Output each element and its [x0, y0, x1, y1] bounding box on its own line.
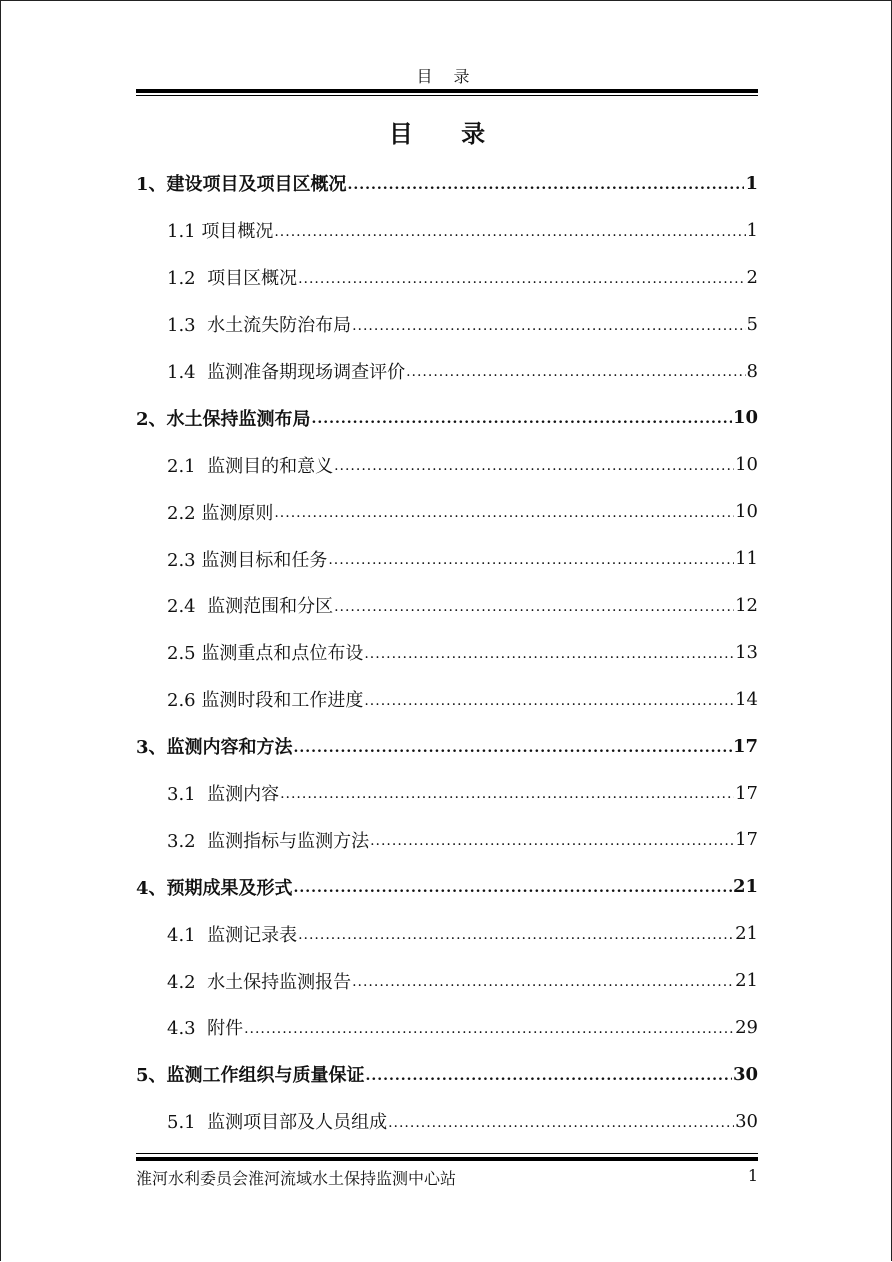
- toc-dot-leader: [274, 224, 745, 254]
- toc-entry-label: 4.3 附件: [167, 1018, 244, 1040]
- toc-entry-label: 1.4 监测准备期现场调查评价: [167, 362, 406, 383]
- toc-section-entry[interactable]: [136, 301, 758, 348]
- toc-entry-label: 1、建设项目及项目区概况: [136, 174, 347, 196]
- toc-entry-page: 8: [746, 360, 758, 382]
- toc-entry-page: 5: [746, 313, 758, 335]
- toc-section-entry[interactable]: [136, 1004, 758, 1051]
- toc-entry-label: 2.4 监测范围和分区: [167, 596, 334, 618]
- toc-dot-leader: [298, 927, 734, 957]
- footer-page-number: 1: [747, 1166, 758, 1185]
- toc-entry-page: 11: [735, 548, 758, 570]
- toc-section-entry[interactable]: [136, 535, 758, 582]
- header-rule-thin: [136, 95, 758, 96]
- toc-entry-label: 2、水土保持监测布局: [136, 408, 311, 430]
- header-rule-thick: [136, 89, 758, 93]
- toc-dot-leader: [312, 411, 732, 441]
- toc-entry-page: 12: [735, 594, 758, 616]
- toc-section-entry[interactable]: [136, 629, 758, 676]
- toc-entry-label: 2.6 监测时段和工作进度: [167, 690, 364, 712]
- toc-section-entry[interactable]: [136, 254, 758, 301]
- toc-dot-leader: [298, 271, 745, 301]
- toc-entry-page: 10: [735, 501, 758, 523]
- toc-entry-label: 1.3 水土流失防治布局: [167, 315, 352, 337]
- running-header: 目 录: [416, 67, 478, 86]
- toc-section-entry[interactable]: [136, 582, 758, 629]
- toc-entry-page: 17: [732, 735, 758, 757]
- toc-list: [136, 160, 758, 1145]
- toc-dot-leader: [364, 693, 734, 723]
- toc-chapter-entry[interactable]: [136, 394, 758, 441]
- toc-entry-page: 17: [735, 829, 758, 851]
- toc-entry-label: 3、监测内容和方法: [136, 737, 293, 759]
- toc-entry-label: 2.1 监测目的和意义: [167, 455, 334, 477]
- toc-section-entry[interactable]: [136, 441, 758, 488]
- toc-dot-leader: [328, 552, 734, 582]
- toc-section-entry[interactable]: [136, 816, 758, 863]
- toc-entry-label: 4.2 水土保持监测报告: [167, 971, 352, 993]
- toc-chapter-entry[interactable]: [136, 160, 758, 207]
- toc-entry-page: 21: [735, 970, 758, 992]
- toc-chapter-entry[interactable]: [136, 723, 758, 770]
- toc-entry-label: 2.3 监测目标和任务: [167, 549, 328, 571]
- toc-section-entry[interactable]: [136, 348, 758, 395]
- toc-entry-page: 29: [735, 1016, 758, 1038]
- toc-section-entry[interactable]: [136, 207, 758, 254]
- toc-entry-label: 4.1 监测记录表: [167, 924, 298, 946]
- toc-dot-leader: [388, 1115, 734, 1145]
- toc-entry-page: 21: [732, 876, 758, 898]
- footer-rule-thin: [136, 1153, 758, 1154]
- toc-dot-leader: [274, 505, 734, 535]
- toc-title: 目 录: [388, 119, 506, 148]
- toc-entry-page: 2: [746, 266, 758, 288]
- toc-entry-label: 3.1 监测内容: [167, 784, 280, 806]
- toc-dot-leader: [334, 458, 734, 488]
- toc-dot-leader: [348, 177, 745, 207]
- toc-entry-label: 1.2 项目区概况: [167, 268, 298, 290]
- toc-dot-leader: [294, 740, 732, 770]
- toc-entry-page: 10: [732, 407, 758, 429]
- toc-entry-page: 17: [735, 782, 758, 804]
- footer-organization: 淮河水利委员会淮河流域水土保持监测中心站: [136, 1169, 457, 1188]
- toc-entry-label: 5、监测工作组织与质量保证: [136, 1065, 365, 1087]
- toc-entry-label: 4、预期成果及形式: [136, 877, 293, 899]
- toc-section-entry[interactable]: [136, 676, 758, 723]
- toc-entry-page: 30: [732, 1063, 758, 1085]
- toc-chapter-entry[interactable]: [136, 1051, 758, 1098]
- toc-section-entry[interactable]: [136, 1098, 758, 1145]
- toc-dot-leader: [364, 646, 734, 676]
- toc-dot-leader: [334, 599, 734, 629]
- toc-entry-label: 3.2 监测指标与监测方法: [167, 830, 370, 852]
- toc-entry-label: 2.5 监测重点和点位布设: [167, 643, 364, 665]
- toc-entry-page: 14: [735, 688, 758, 710]
- toc-dot-leader: [244, 1021, 734, 1051]
- toc-entry-page: 1: [746, 219, 758, 241]
- toc-dot-leader: [294, 880, 732, 910]
- toc-entry-page: 13: [735, 641, 758, 663]
- toc-chapter-entry[interactable]: [136, 863, 758, 910]
- toc-dot-leader: [352, 974, 734, 1004]
- toc-entry-page: 30: [735, 1110, 758, 1132]
- toc-entry-page: 1: [745, 172, 758, 194]
- running-footer: [136, 1166, 758, 1189]
- toc-entry-label: 5.1 监测项目部及人员组成: [167, 1112, 388, 1134]
- toc-dot-leader: [280, 786, 734, 816]
- toc-section-entry[interactable]: [136, 488, 758, 535]
- toc-entry-page: 10: [735, 454, 758, 476]
- footer-rule-thick: [136, 1157, 758, 1161]
- toc-dot-leader: [406, 364, 745, 394]
- toc-section-entry[interactable]: [136, 910, 758, 957]
- toc-entry-label: 1.1 项目概况: [167, 221, 274, 243]
- toc-dot-leader: [352, 318, 745, 348]
- toc-dot-leader: [370, 833, 734, 863]
- toc-section-entry[interactable]: [136, 770, 758, 817]
- toc-dot-leader: [366, 1068, 732, 1098]
- toc-section-entry[interactable]: [136, 957, 758, 1004]
- toc-entry-label: 2.2 监测原则: [167, 502, 274, 524]
- toc-entry-page: 21: [735, 923, 758, 945]
